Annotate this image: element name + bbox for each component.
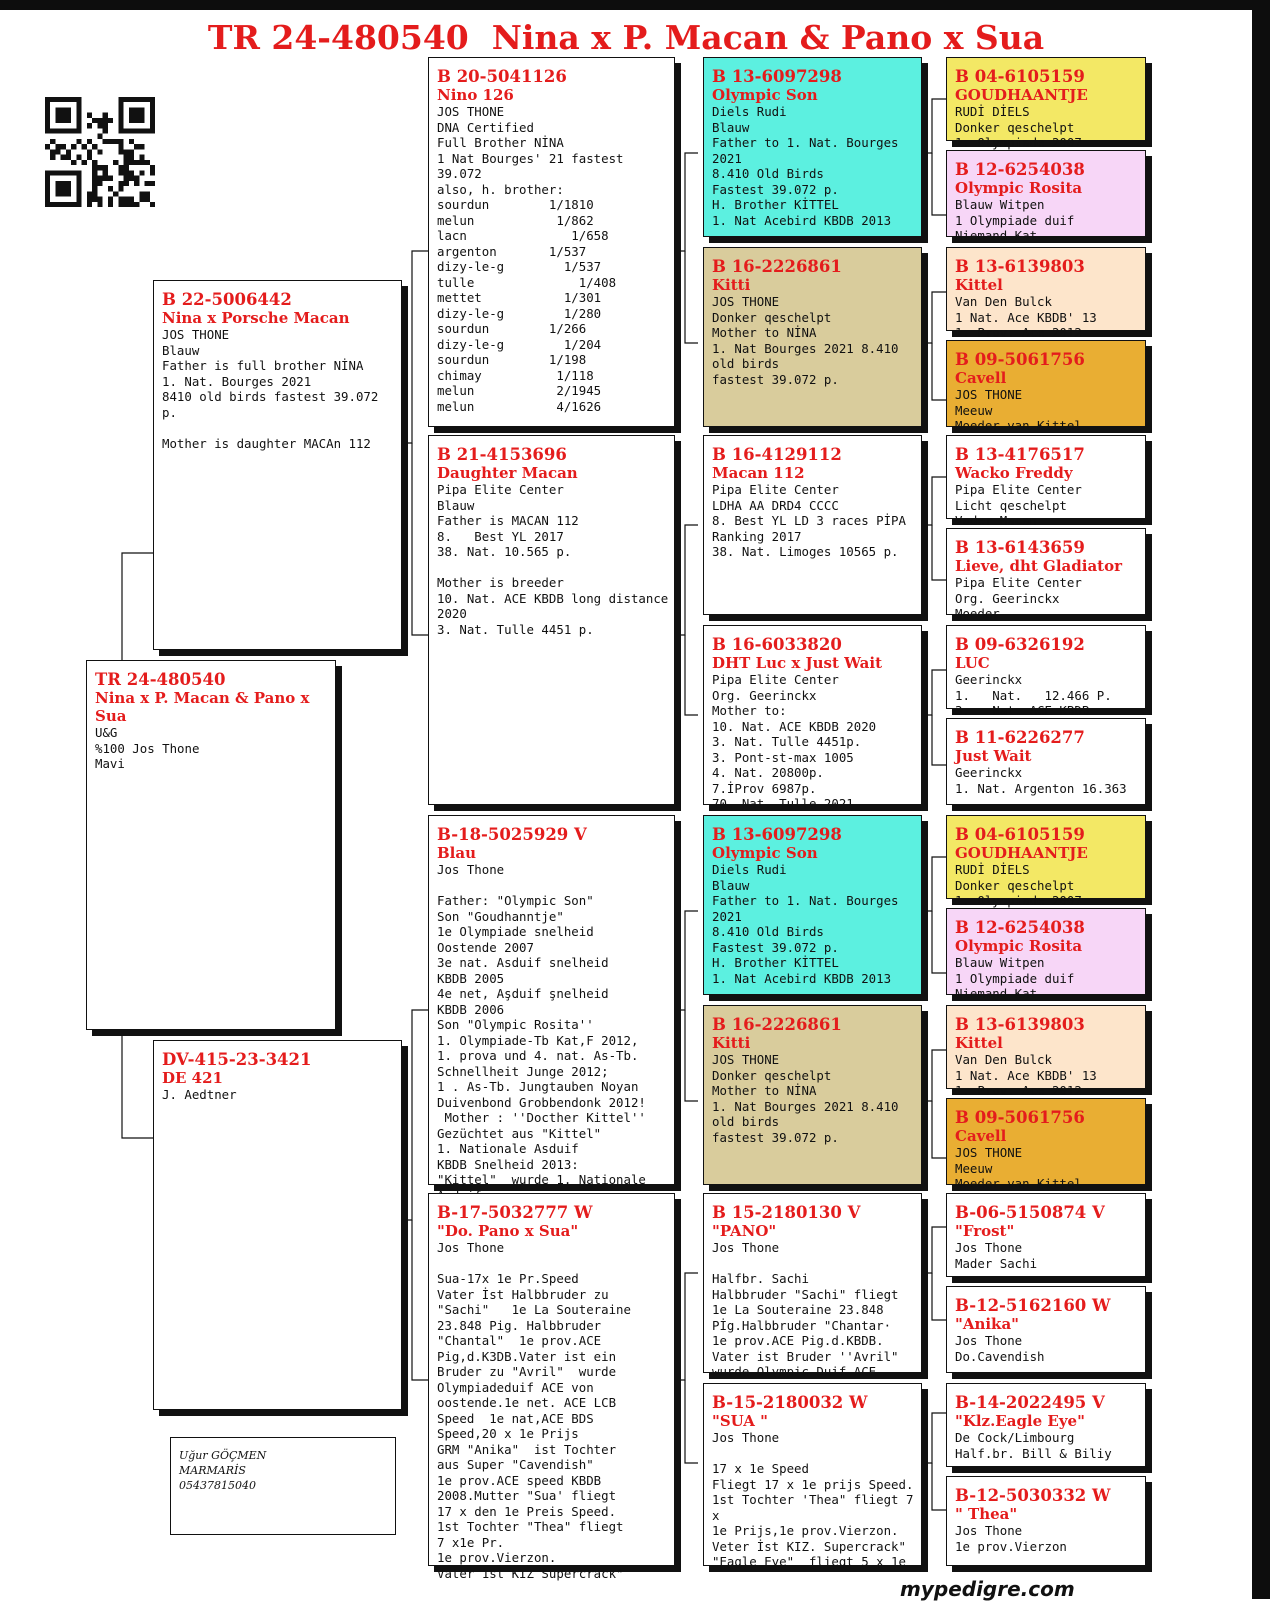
bird-details: Jos Thone Sua-17x 1e Pr.Speed Vater İst Halbbruder zu "Sachi" 1e La Souteraine 23.848 Pig. Halbbruder "Chantal" 1e prov.ACE Pig,d.K3DB.Vater ist ein Bruder zu "Avril" wurde Olympiadeduif ACE von oostende.1e net. ACE LCB Speed 1e nat,ACE BDS Speed,20 x 1e Prijs GRM "Anika" ist Tochter aus Super "Cavendish" 1e prov.ACE speed KBDB 2008.Mutter "Sua' fliegt 17 x den 1e Preis Speed. 1st Tochter "Thea" fliegt 7 x1e Pr. 1e prov.Vierzon. Vater 1st KIZ Supercrack" [437,1240,631,1581]
bird-details: Diels Rudi Blauw Father to 1. Nat. Bourges 2021 8.410 Old Birds Fastest 39.072 p. H. Brother KİTTEL 1. Nat Acebird KBDB 2013 [712,862,899,986]
pedigree-box-sdds[interactable] [946,625,1146,718]
bird-name: Cavell [955,369,1007,387]
ring-number: B 16-2226861 [712,257,842,276]
ring-number: B 12-6254038 [955,918,1085,937]
bird-name: Nino 126 [437,86,514,104]
ring-number: B-15-2180032 W [712,1393,868,1412]
bird-name: Blau [437,844,477,862]
pedigree-box-sss[interactable] [703,57,922,237]
bird-name: "Do. Pano x Sua" [437,1222,579,1240]
ring-number: B-06-5150874 V [955,1203,1105,1222]
pedigree-box-ddss[interactable] [946,1193,1146,1277]
pedigree-box-dsss[interactable] [946,815,1146,908]
ring-number: B 09-6326192 [955,635,1085,654]
bird-name: Kittel [955,1034,1003,1052]
bird-name: Daughter Macan [437,464,578,482]
bird-details: Blauw Witpen 1 Olympiade duif Niemand Kat [955,955,1075,1001]
ring-number: B-17-5032777 W [437,1203,593,1222]
bird-name: Kitti [712,1034,751,1052]
bird-details: JOS THONE Donker qeschelpt Mother to NİNA 1. Nat Bourges 2021 8.410 old birds fastest 39.072 p. [712,1052,899,1145]
pedigree-box-ssd[interactable] [703,247,922,427]
bird-details: Jos Thone Halfbr. Sachi Halbbruder "Sachi" fliegt 1e La Souteraine 23.848 Pİg.Halbbruder "Chantar· 1e prov.ACE Pig.d.KBDB. Vater ist Bruder ''Avril" wurde Olympic Duif ACE [712,1240,899,1379]
bird-details: Diels Rudi Blauw Father to 1. Nat. Bourges 2021 8.410 Old Birds Fastest 39.072 p. H. Brother KİTTEL 1. Nat Acebird KBDB 2013 [712,104,899,228]
pedigree-box-sire-dam[interactable] [428,435,675,805]
bird-name: "Klz.Eagle Eye" [955,1412,1085,1430]
pedigree-box-sire[interactable] [153,280,402,650]
pedigree-box-dsd[interactable] [703,1005,922,1185]
pedigree-box-dam[interactable] [153,1040,402,1410]
bird-details: Jos Thone Mader Sachi [955,1240,1038,1271]
bird-name: GOUDHAANTJE [955,844,1088,862]
bird-name: Olympic Rosita [955,179,1083,197]
bird-name: Wacko Freddy [955,464,1073,482]
pedigree-box-sdss[interactable] [946,435,1146,528]
bird-details: Van Den Bulck 1 Nat. Ace KBDB' 13 1. Prov. Ace 2012 [955,294,1097,340]
bird-name: Olympic Son [712,844,818,862]
bird-details: RUDİ DİELS Donker qeschelpt 1. Olympiade 2007 [955,104,1082,150]
pedigree-box-dds[interactable] [703,1193,922,1379]
bird-details: Jos Thone 17 x 1e Speed Fliegt 17 x 1e prijs Speed. 1st Tochter 'Thea" fliegt 7 x 1e Prijs,1e prov.Vierzon. Veter İst KIZ. Supercrack" "Eagle Eye" fliegt 5 x 1e [712,1430,914,1569]
bird-details: JOS THONE Blauw Father is full brother NİNA 1. Nat. Bourges 2021 8410 old birds fastest 39.072 p. Mother is daughter MACAn 112 [162,327,379,451]
bird-details: U&G %100 Jos Thone Mavi [95,725,200,771]
bird-details: Pipa Elite Center Blauw Father is MACAN 112 8. Best YL 2017 38. Nat. 10.565 p. Mother is breeder 10. Nat. ACE KBDB long distance 2020 3. Nat. Tulle 4451 p. [437,482,669,637]
pedigree-box-ddsd[interactable] [946,1286,1146,1373]
pedigree-box-dam-dam[interactable] [428,1193,675,1581]
ring-number: B 13-6139803 [955,257,1085,276]
pedigree-box-sdd[interactable] [703,625,922,811]
ring-number: B 13-6143659 [955,538,1085,557]
bird-name: Kitti [712,276,751,294]
ring-number: B 13-6139803 [955,1015,1085,1034]
ring-number: B 16-4129112 [712,445,842,464]
bird-details: JOS THONE Meeuw Moeder van Kittel [955,387,1082,433]
bird-details: Pipa Elite Center Org. Geerinckx Mother to: 10. Nat. ACE KBDB 2020 3. Nat. Tulle 4451p. 3. Pont-st-max 1005 4. Nat. 20800p. 7.İProv 6987p. 70. Nat. Tulle 2021 [712,672,877,811]
ring-number: B 16-2226861 [712,1015,842,1034]
owner-name: Uğur GÖÇMEN [179,1449,267,1462]
bird-details: Pipa Elite Center LDHA AA DRD4 CCCC 8. Best YL LD 3 races PİPA Ranking 2017 38. Nat. Limoges 10565 p. [712,482,906,559]
ring-number: B 04-6105159 [955,825,1085,844]
bird-name: Nina x P. Macan & Pano x Sua [95,689,310,725]
ring-number: B 21-4153696 [437,445,567,464]
ring-number: B 16-6033820 [712,635,842,654]
bird-name: DE 421 [162,1069,223,1087]
pedigree-box-ssdd[interactable] [946,340,1146,433]
ring-number: B-12-5162160 W [955,1296,1111,1315]
pedigree-box-sds[interactable] [703,435,922,615]
pedigree-box-ssss[interactable] [946,57,1146,150]
pedigree-box-sdsd[interactable] [946,528,1146,621]
bird-name: Lieve, dht Gladiator [955,557,1123,575]
bird-name: Olympic Rosita [955,937,1083,955]
pedigree-box-dddd[interactable] [946,1476,1146,1566]
pedigree-box-dam-sire[interactable] [428,815,675,1185]
pedigree-box-dsds[interactable] [946,1005,1146,1098]
bird-details: Blauw Witpen 1 Olympiade duif Niemand Kat [955,197,1075,243]
ring-number: B 11-6226277 [955,728,1085,747]
bird-details: Pipa Elite Center Org. Geerinckx Moeder [955,575,1082,621]
pedigree-box-dss[interactable] [703,815,922,995]
bird-name: GOUDHAANTJE [955,86,1088,104]
bird-name: Macan 112 [712,464,805,482]
bird-name: "Frost" [955,1222,1015,1240]
ring-number: B 12-6254038 [955,160,1085,179]
ring-number: B-14-2022495 V [955,1393,1105,1412]
owner-note [170,1437,396,1535]
bird-name: Kittel [955,276,1003,294]
bird-details: JOS THONE DNA Certified Full Brother NİNA 1 Nat Bourges' 21 fastest 39.072 also, h. brother: sourdun 1/1810 melun 1/862 lacn 1/658 argenton 1/537 dizy-le-g 1/537 tulle 1/408 mettet 1/301 dizy-le-g 1/280 sourdun 1/266 dizy-le-g 1/204 sourdun 1/198 chimay 1/118 melun 2/1945 melun 4/1626 [437,104,624,414]
ring-number: B 13-6097298 [712,825,842,844]
ring-number: B 09-5061756 [955,350,1085,369]
bird-details: Jos Thone Father: "Olympic Son" Son "Goudhanntje" 1e Olympiade snelheid Oostende 2007 3e nat. Asduif snelheid KBDB 2005 4e net, Aşduif şnelheid KBDB 2006 Son "Olympic Rosita'' 1. Olympiade-Tb Kat,F 2012, 1. prova und 4. nat. As-Tb. Schnellheit Junge 2012; 1 . As-Tb. Jungtauben Noyan Duivenbond Grobbendonk 2012! Mother : ''Docther Kittel'' Gezüchtet aus "Kittel" 1. Nationale Asduif KBDB Snelheid 2013: "Kittel" wurde 1. Nationale [437,862,646,1187]
ring-number: B 04-6105159 [955,67,1085,86]
bird-details: JOS THONE Meeuw Moeder van Kittel [955,1145,1082,1191]
bird-name: " Thea" [955,1505,1018,1523]
bird-details: Jos Thone 1e prov.Vierzon [955,1523,1067,1554]
ring-number: B 15-2180130 V [712,1203,861,1222]
bird-name: Just Wait [955,747,1032,765]
bird-details: Geerinckx 1. Nat. 12.466 P. 3. Nat. ACE KBDB [955,672,1112,718]
pedigree-box-ddds[interactable] [946,1383,1146,1467]
page-title: TR 24-480540 Nina x P. Macan & Pano x Sua [207,18,1045,57]
ring-number: B-18-5025929 V [437,825,587,844]
bird-name: Cavell [955,1127,1007,1145]
ring-number: B 09-5061756 [955,1108,1085,1127]
ring-number: B 20-5041126 [437,67,567,86]
ring-number: B 13-4176517 [955,445,1085,464]
bird-name: Nina x Porsche Macan [162,309,350,327]
ring-number: B-12-5030332 W [955,1486,1111,1505]
right-border [1252,0,1270,1599]
bird-name: "PANO" [712,1222,777,1240]
bird-details: Pipa Elite Center Licht qeschelpt Vader Macan [955,482,1082,528]
ring-number: TR 24-480540 [95,670,226,689]
bird-details: RUDİ DİELS Donker qeschelpt 1. Olympiade 2007 [955,862,1082,908]
pedigree-box-ssds[interactable] [946,247,1146,340]
bird-details: J. Aedtner [162,1087,237,1102]
bird-name: DHT Luc x Just Wait [712,654,883,672]
pedigree-box-subject[interactable] [86,660,336,1030]
pedigree-box-ddd[interactable] [703,1383,922,1569]
bird-name: Olympic Son [712,86,818,104]
bird-details: Van Den Bulck 1 Nat. Ace KBDB' 13 1. Prov. Ace 2012 [955,1052,1097,1098]
pedigree-box-sire-sire[interactable] [428,57,675,427]
ring-number: DV-415-23-3421 [162,1050,312,1069]
pedigree-box-sssd[interactable] [946,150,1146,243]
bird-details: Jos Thone Do.Cavendish [955,1333,1045,1364]
bird-details: JOS THONE Donker qeschelpt Mother to NİNA 1. Nat Bourges 2021 8.410 old birds fastest 39.072 p. [712,294,899,387]
bird-details: De Cock/Limbourg Half.br. Bill & Biliy [955,1430,1112,1461]
ring-number: B 13-6097298 [712,67,842,86]
ring-number: B 22-5006442 [162,290,292,309]
pedigree-box-sddd[interactable] [946,718,1146,805]
pedigree-box-dssd[interactable] [946,908,1146,1001]
owner-phone: 05437815040 [179,1479,256,1492]
bird-name: "SUA " [712,1412,768,1430]
bird-name: LUC [955,654,990,672]
footer-brand[interactable]: mypedigre.com [900,1577,1075,1601]
bird-name: "Anika" [955,1315,1019,1333]
owner-location: MARMARİS [179,1464,246,1477]
pedigree-box-dsdd[interactable] [946,1098,1146,1191]
bird-details: Geerinckx 1. Nat. Argenton 16.363 [955,765,1127,796]
